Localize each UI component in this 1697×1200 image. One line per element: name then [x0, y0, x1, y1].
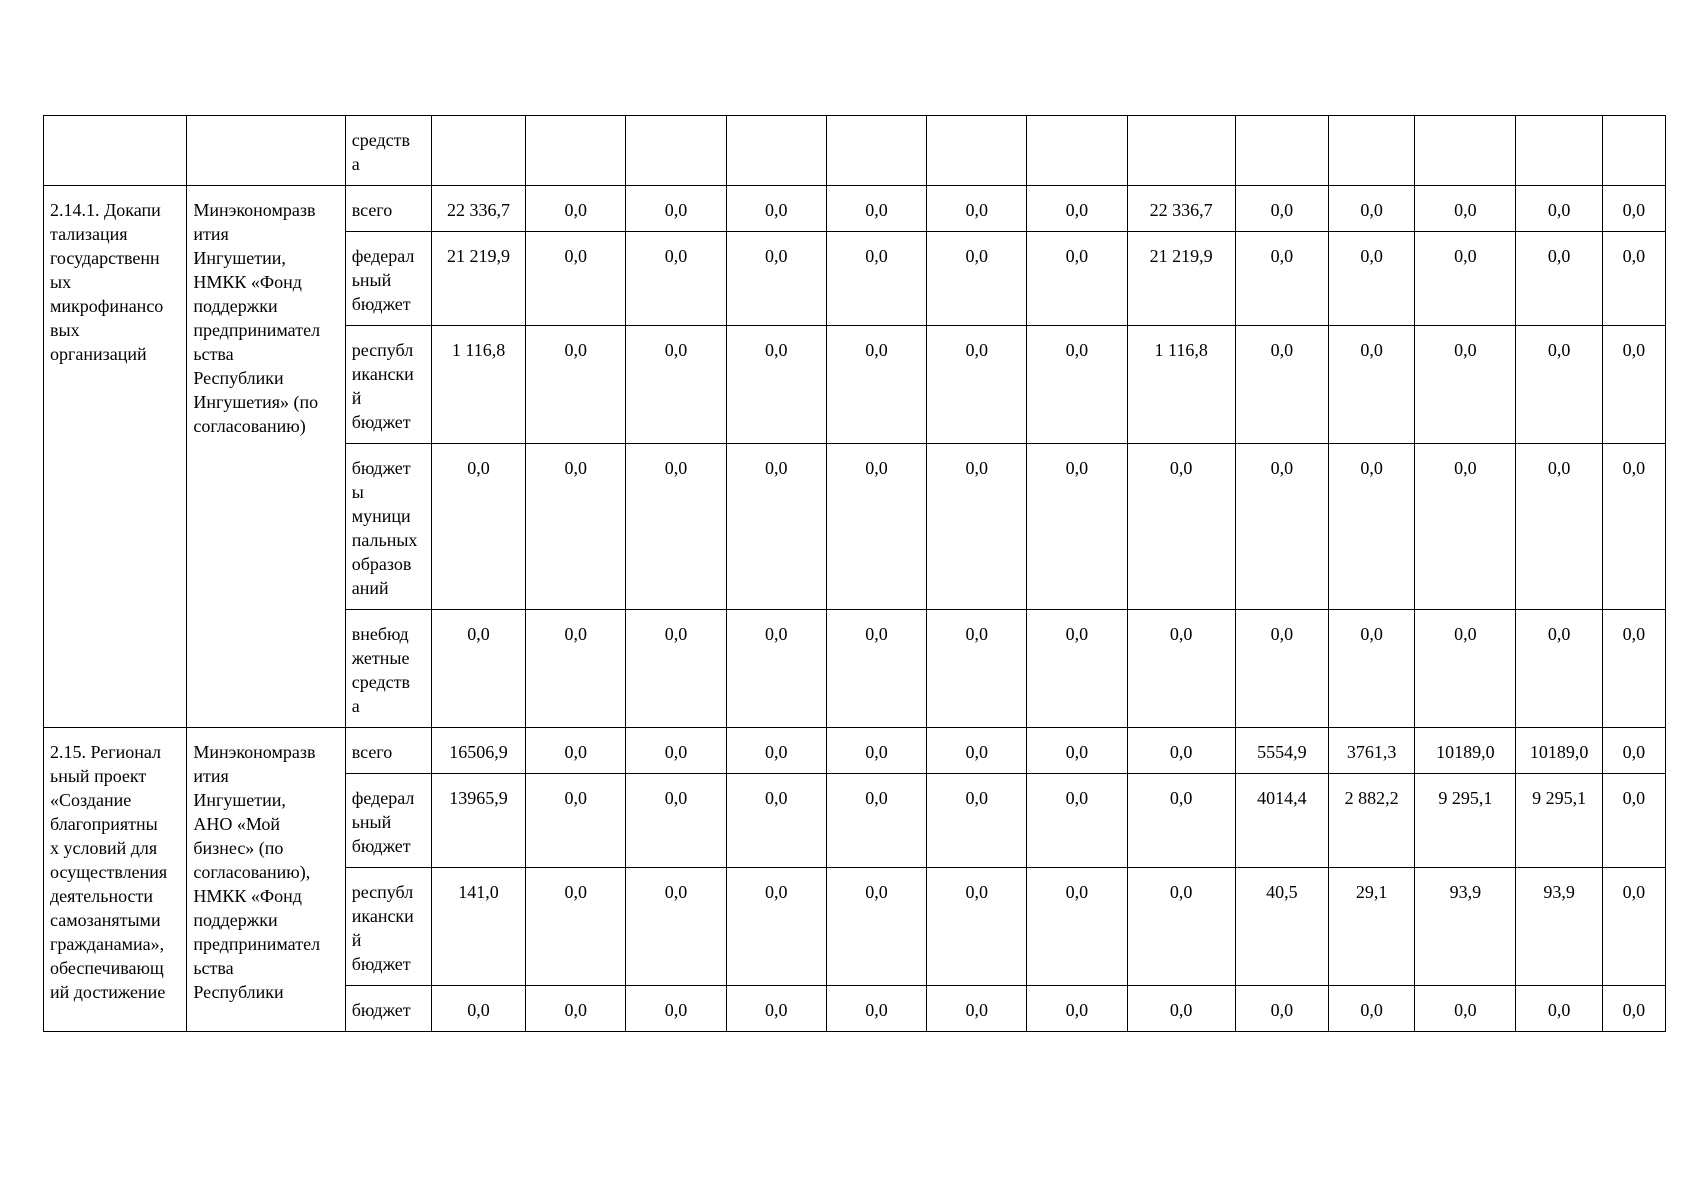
value-cell: 0,0 [526, 774, 626, 868]
value-cell: 0,0 [626, 326, 726, 444]
value-cell: 9 295,1 [1415, 774, 1516, 868]
value-cell: 0,0 [1516, 186, 1602, 232]
value-cell: 4014,4 [1235, 774, 1328, 868]
value-cell [927, 116, 1027, 186]
value-cell: 0,0 [1602, 232, 1665, 326]
value-cell [826, 116, 926, 186]
value-cell: 0,0 [826, 232, 926, 326]
value-cell: 0,0 [1027, 728, 1127, 774]
value-cell: 0,0 [1329, 444, 1415, 610]
value-cell: 0,0 [1235, 186, 1328, 232]
value-cell: 0,0 [526, 728, 626, 774]
value-cell [626, 116, 726, 186]
value-cell: 0,0 [526, 444, 626, 610]
value-cell: 29,1 [1329, 868, 1415, 986]
value-cell: 0,0 [1602, 610, 1665, 728]
value-cell: 21 219,9 [431, 232, 525, 326]
value-cell: 0,0 [1516, 444, 1602, 610]
value-cell: 0,0 [826, 868, 926, 986]
value-cell: 0,0 [1127, 986, 1235, 1032]
value-cell: 0,0 [1415, 232, 1516, 326]
value-cell: 3761,3 [1329, 728, 1415, 774]
value-cell [1235, 116, 1328, 186]
value-cell: 0,0 [1027, 868, 1127, 986]
source-cell: федерал ьный бюджет [345, 232, 431, 326]
value-cell: 0,0 [826, 728, 926, 774]
value-cell: 0,0 [1516, 610, 1602, 728]
source-cell: бюджет ы муници пальных образов аний [345, 444, 431, 610]
value-cell: 0,0 [927, 728, 1027, 774]
value-cell: 0,0 [526, 326, 626, 444]
value-cell: 0,0 [431, 610, 525, 728]
table-row [44, 186, 1666, 232]
value-cell: 0,0 [431, 986, 525, 1032]
value-cell: 0,0 [826, 326, 926, 444]
value-cell: 0,0 [1127, 610, 1235, 728]
value-cell: 5554,9 [1235, 728, 1328, 774]
value-cell: 0,0 [927, 774, 1027, 868]
value-cell: 0,0 [927, 610, 1027, 728]
value-cell: 13965,9 [431, 774, 525, 868]
executor-cell [187, 116, 345, 186]
value-cell: 93,9 [1415, 868, 1516, 986]
value-cell: 0,0 [927, 444, 1027, 610]
value-cell: 0,0 [526, 186, 626, 232]
value-cell: 0,0 [1602, 774, 1665, 868]
value-cell: 0,0 [1329, 986, 1415, 1032]
value-cell: 0,0 [1516, 986, 1602, 1032]
value-cell: 0,0 [826, 774, 926, 868]
value-cell: 0,0 [626, 444, 726, 610]
value-cell: 0,0 [726, 444, 826, 610]
source-cell: федерал ьный бюджет [345, 774, 431, 868]
executor-cell: Минэкономразв ития Ингушетии, НМКК «Фонд поддержки предпринимател ьства Республики Ингушетия» (по согласованию) [187, 186, 345, 728]
value-cell: 0,0 [1235, 986, 1328, 1032]
value-cell: 0,0 [726, 232, 826, 326]
value-cell: 0,0 [1235, 610, 1328, 728]
value-cell: 0,0 [1516, 326, 1602, 444]
value-cell: 0,0 [526, 986, 626, 1032]
value-cell: 0,0 [1235, 326, 1328, 444]
table-body [44, 116, 1666, 1032]
source-cell: республ икански й бюджет [345, 868, 431, 986]
value-cell: 0,0 [1415, 186, 1516, 232]
value-cell: 0,0 [1415, 326, 1516, 444]
value-cell [1127, 116, 1235, 186]
value-cell: 0,0 [726, 868, 826, 986]
value-cell: 0,0 [726, 774, 826, 868]
value-cell: 0,0 [1235, 232, 1328, 326]
value-cell: 10189,0 [1516, 728, 1602, 774]
value-cell: 0,0 [1602, 986, 1665, 1032]
value-cell: 0,0 [626, 774, 726, 868]
value-cell: 0,0 [726, 986, 826, 1032]
value-cell: 0,0 [1329, 232, 1415, 326]
source-cell: республ икански й бюджет [345, 326, 431, 444]
value-cell: 0,0 [526, 232, 626, 326]
item-name-cell: 2.15. Регионал ьный проект «Создание благоприятны х условий для осуществления деятельности самозанятыми гражданамиа», обеспечивающ ий достижение [44, 728, 187, 1032]
executor-cell: Минэкономразв ития Ингушетии, АНО «Мой бизнес» (по согласованию), НМКК «Фонд поддержки предпринимател ьства Республики [187, 728, 345, 1032]
value-cell: 0,0 [927, 186, 1027, 232]
value-cell: 0,0 [1027, 986, 1127, 1032]
value-cell: 1 116,8 [1127, 326, 1235, 444]
value-cell: 21 219,9 [1127, 232, 1235, 326]
value-cell: 22 336,7 [1127, 186, 1235, 232]
value-cell: 0,0 [1127, 444, 1235, 610]
value-cell: 22 336,7 [431, 186, 525, 232]
value-cell: 0,0 [1235, 444, 1328, 610]
value-cell: 10189,0 [1415, 728, 1516, 774]
source-cell: всего [345, 186, 431, 232]
value-cell: 0,0 [927, 232, 1027, 326]
value-cell [526, 116, 626, 186]
value-cell: 0,0 [1415, 986, 1516, 1032]
value-cell: 0,0 [1602, 868, 1665, 986]
value-cell [726, 116, 826, 186]
value-cell: 0,0 [1127, 868, 1235, 986]
value-cell: 0,0 [1602, 326, 1665, 444]
value-cell: 2 882,2 [1329, 774, 1415, 868]
value-cell [431, 116, 525, 186]
source-cell: всего [345, 728, 431, 774]
value-cell: 0,0 [626, 986, 726, 1032]
value-cell: 0,0 [1602, 444, 1665, 610]
value-cell: 0,0 [1027, 326, 1127, 444]
value-cell: 0,0 [726, 728, 826, 774]
value-cell: 0,0 [927, 986, 1027, 1032]
value-cell [1329, 116, 1415, 186]
source-cell: бюджет [345, 986, 431, 1032]
value-cell: 0,0 [1027, 232, 1127, 326]
value-cell: 0,0 [1127, 774, 1235, 868]
value-cell: 0,0 [1602, 728, 1665, 774]
value-cell [1415, 116, 1516, 186]
value-cell: 0,0 [927, 868, 1027, 986]
value-cell [1602, 116, 1665, 186]
value-cell: 40,5 [1235, 868, 1328, 986]
value-cell: 0,0 [1516, 232, 1602, 326]
value-cell: 0,0 [726, 326, 826, 444]
value-cell: 0,0 [1329, 186, 1415, 232]
budget-table [43, 115, 1666, 1032]
value-cell: 0,0 [431, 444, 525, 610]
source-cell: средств а [345, 116, 431, 186]
value-cell: 0,0 [526, 610, 626, 728]
source-cell: внебюд жетные средств а [345, 610, 431, 728]
value-cell: 0,0 [927, 326, 1027, 444]
value-cell: 0,0 [1027, 774, 1127, 868]
value-cell: 0,0 [826, 444, 926, 610]
value-cell: 0,0 [526, 868, 626, 986]
value-cell: 0,0 [626, 728, 726, 774]
value-cell: 9 295,1 [1516, 774, 1602, 868]
item-name-cell: 2.14.1. Докапи тализация государственн ых микрофинансо вых организаций [44, 186, 187, 728]
value-cell: 0,0 [1027, 444, 1127, 610]
value-cell: 0,0 [826, 610, 926, 728]
value-cell [1027, 116, 1127, 186]
value-cell: 0,0 [1415, 444, 1516, 610]
value-cell: 141,0 [431, 868, 525, 986]
value-cell: 0,0 [1127, 728, 1235, 774]
value-cell: 0,0 [1027, 610, 1127, 728]
value-cell: 0,0 [826, 186, 926, 232]
value-cell [1516, 116, 1602, 186]
value-cell: 93,9 [1516, 868, 1602, 986]
value-cell: 0,0 [1329, 326, 1415, 444]
value-cell: 16506,9 [431, 728, 525, 774]
value-cell: 0,0 [1415, 610, 1516, 728]
value-cell: 0,0 [826, 986, 926, 1032]
value-cell: 0,0 [1027, 186, 1127, 232]
table-row [44, 116, 1666, 186]
item-name-cell [44, 116, 187, 186]
value-cell: 0,0 [726, 186, 826, 232]
table-row [44, 728, 1666, 774]
value-cell: 0,0 [726, 610, 826, 728]
value-cell: 0,0 [1602, 186, 1665, 232]
value-cell: 0,0 [626, 868, 726, 986]
value-cell: 1 116,8 [431, 326, 525, 444]
value-cell: 0,0 [626, 186, 726, 232]
value-cell: 0,0 [626, 232, 726, 326]
value-cell: 0,0 [626, 610, 726, 728]
value-cell: 0,0 [1329, 610, 1415, 728]
